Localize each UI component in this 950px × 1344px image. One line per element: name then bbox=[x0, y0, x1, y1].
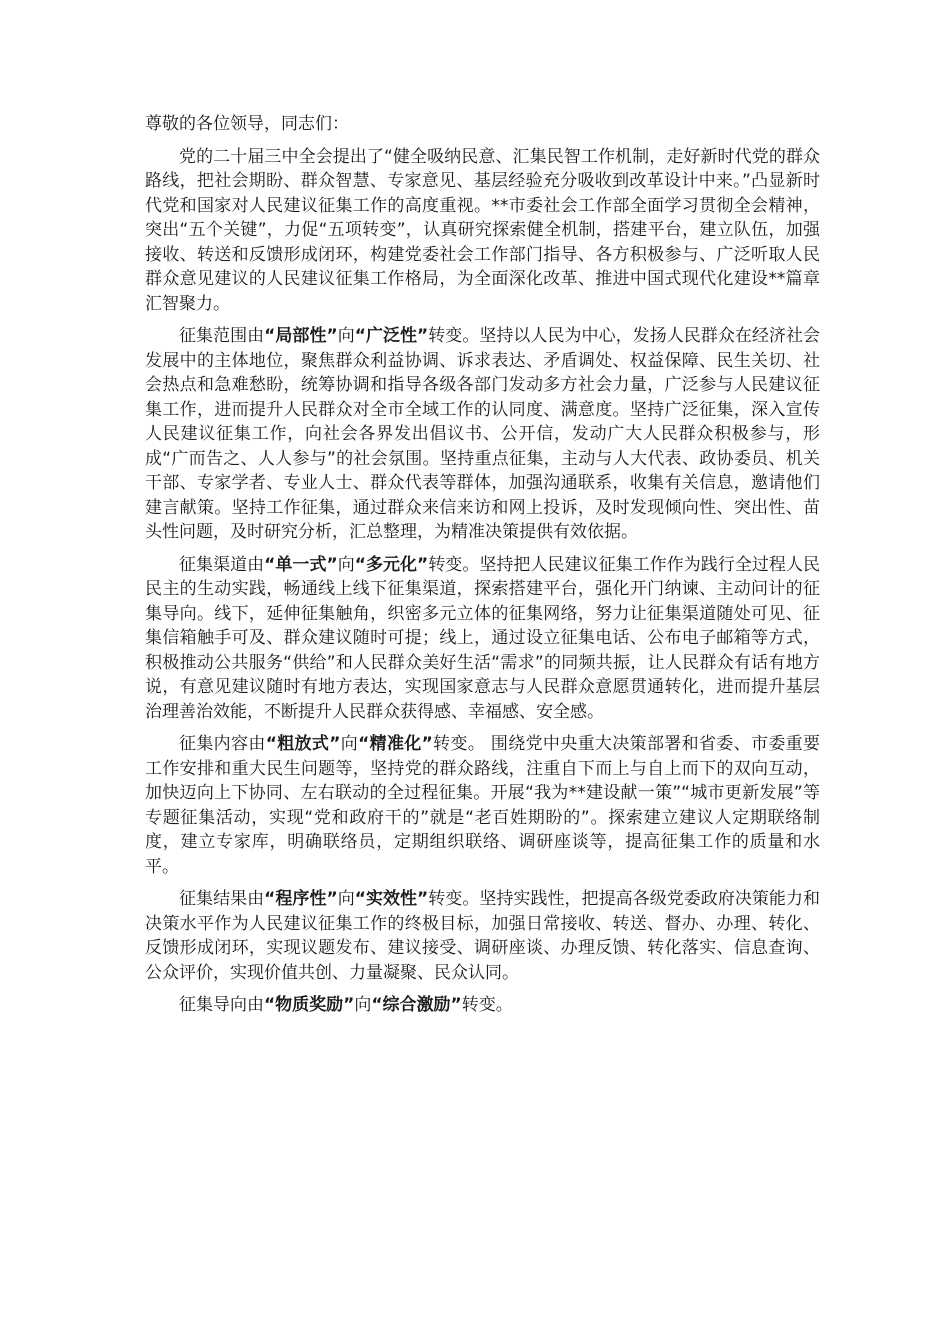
section-lead-to: “精准化” bbox=[358, 734, 433, 754]
paragraph-intro bbox=[145, 145, 820, 317]
section-lead-mid: 向 bbox=[337, 889, 355, 909]
section-lead-from: “粗放式” bbox=[265, 734, 341, 754]
section-lead-post: 转变。 bbox=[428, 554, 480, 575]
section-lead-mid: 向 bbox=[337, 326, 355, 346]
paragraph-results bbox=[145, 887, 820, 985]
paragraph-text: 坚持以人民为中心，发扬人民群众在经济社会发展中的主体地位，聚焦群众利益协调、诉求表达、矛盾调处、权益保障、民生关切、社会热点和急难愁盼，统筹协调和指导各级各部门发动多方社会力量，广泛参与人民建议征集工作，进而提升人民群众对全市全域工作的认同度、满意度。坚持广泛征集，深入宣传人民建议征集工作，向社会各界发出倡议书、公开信，发动广大人民群众积极参与，形成“广而告之、人人参与”的社会氛围。坚持重点征集，主动与人大代表、政协委员、机关干部、专家学者、专业人士、群众代表等群体，加强沟通联系，收集有关信息，邀请他们建言献策。坚持工作征集，通过群众来信来访和网上投诉，及时发现倾向性、突出性、苗头性问题，及时研究分析，汇总整理，为精准决策提供有效依据。 bbox=[145, 326, 820, 542]
section-lead-to: “实效性” bbox=[354, 889, 429, 909]
section-lead-pre: 征集渠道由 bbox=[179, 554, 265, 575]
paragraph-incentives bbox=[145, 993, 820, 1018]
section-lead-pre: 征集内容由 bbox=[179, 734, 266, 754]
section-lead-post: 转变。 bbox=[432, 734, 486, 754]
section-lead-pre: 征集范围由 bbox=[179, 326, 265, 346]
salutation: 尊敬的各位领导，同志们： bbox=[145, 114, 349, 134]
section-lead-mid: 向 bbox=[354, 995, 372, 1015]
paragraph-channels bbox=[145, 553, 820, 725]
document-page bbox=[145, 112, 820, 1018]
paragraph-text: 围绕党中央重大决策部署和省委、市委重要工作安排和重大民生问题等，坚持党的群众路线，注重自下而上与自上而下的双向互动，加快迈向上下协同、左右联动的全过程征集。开展“我为**建设献一策”“城市更新发展”等专题征集活动，实现“党和政府干的”就是“老百姓期盼的”。探索建立建议人定期联络制度，建立专家库，明确联络员，定期组织联络、调研座谈等，提高征集工作的质量和水平。 bbox=[145, 734, 820, 877]
section-lead-to: “综合激励” bbox=[371, 995, 462, 1015]
section-lead-from: “局部性” bbox=[264, 326, 338, 346]
section-lead-pre: 征集结果由 bbox=[179, 889, 265, 909]
paragraph-text: 坚持实践性，把提高各级党委政府决策能力和决策水平作为人民建议征集工作的终极目标，加强日常接收、转送、督办、办理、转化、反馈形成闭环，实现议题发布、建议接受、调研座谈、办理反馈、转化落实、信息查询、公众评价，实现价值共创、力量凝聚、民众认同。 bbox=[145, 889, 820, 983]
section-lead-post: 转变。 bbox=[428, 326, 480, 346]
section-lead-from: “单一式” bbox=[264, 554, 338, 575]
section-lead-to: “多元化” bbox=[354, 554, 429, 575]
paragraph-content bbox=[145, 732, 820, 879]
paragraph-text: 党的二十届三中全会提出了“健全吸纳民意、汇集民智工作机制，走好新时代党的群众路线，把社会期盼、群众智慧、专家意见、基层经验充分吸收到改革设计中来。”凸显新时代党和国家对人民建议征集工作的高度重视。**市委社会工作部全面学习贯彻全会精神，突出“五个关键”，力促“五项转变”，认真研究探索健全机制，搭建平台，建立队伍，加强接收、转送和反馈形成闭环，构建党委社会工作部门指导、各方积极参与、广泛听取人民群众意见建议的人民建议征集工作格局，为全面深化改革、推进中国式现代化建设**篇章汇智聚力。 bbox=[145, 146, 820, 314]
section-lead-post: 转变。 bbox=[428, 889, 480, 909]
section-lead-from: “物质奖励” bbox=[264, 995, 355, 1015]
section-lead-pre: 征集导向由 bbox=[179, 995, 264, 1015]
section-lead-post: 转变。 bbox=[461, 995, 513, 1015]
section-lead-from: “程序性” bbox=[264, 889, 338, 909]
section-lead-mid: 向 bbox=[340, 734, 359, 754]
section-lead-mid: 向 bbox=[337, 554, 355, 575]
section-lead-to: “广泛性” bbox=[354, 326, 429, 346]
paragraph-text: 坚持把人民建议征集工作作为践行全过程人民民主的生动实践，畅通线上线下征集渠道，探索搭建平台，强化开门纳谏、主动问计的征集导向。线下，延伸征集触角，织密多元立体的征集网络，努力让征集渠道随处可见、征集信箱触手可及、群众建议随时可提；线上，通过设立征集电话、公布电子邮箱等方式，积极推动公共服务“供给”和人民群众美好生活“需求”的同频共振，让人民群众有话有地方说，有意见建议随时有地方表达，实现国家意志与人民群众意愿贯通转化，进而提升基层治理善治效能，不断提升人民群众获得感、幸福感、安全感。 bbox=[145, 554, 820, 722]
paragraph-scope bbox=[145, 324, 820, 545]
